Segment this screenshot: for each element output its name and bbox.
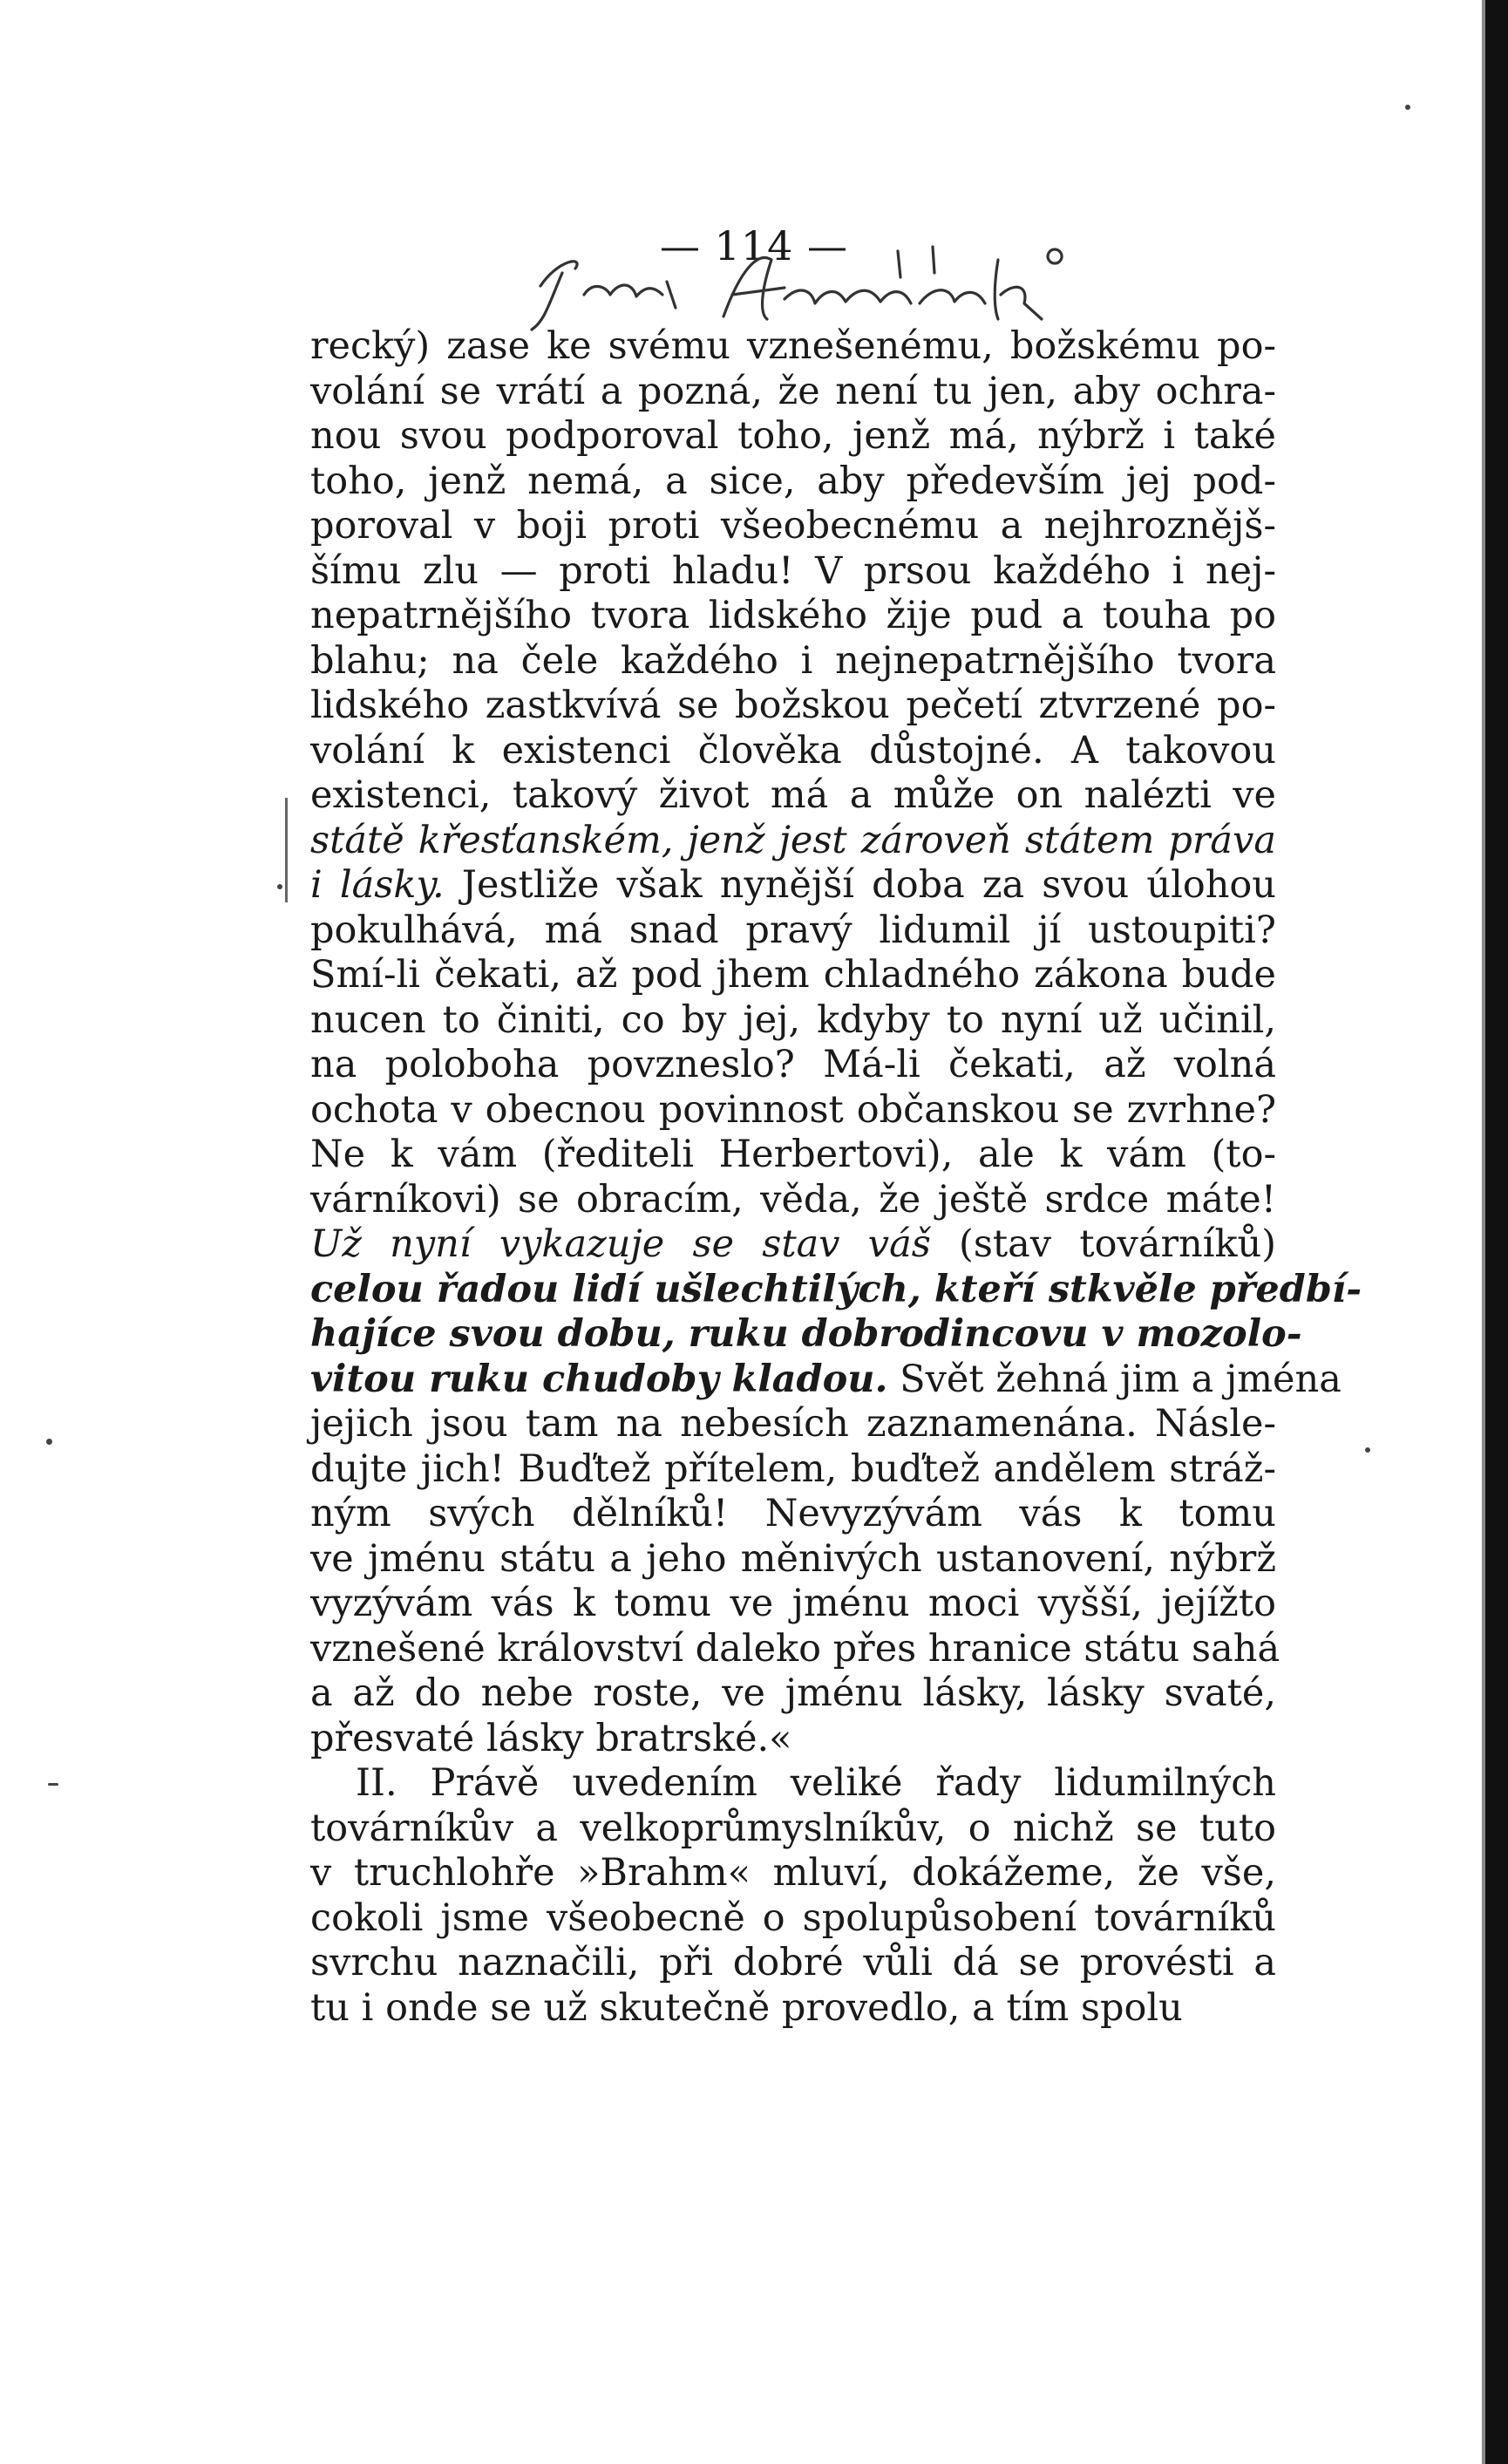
text-segment: Už nyní vykazuje se stav váš bbox=[310, 1222, 931, 1266]
text-segment: recký) zase ke svému vznešenému, božskému po- bbox=[310, 324, 1276, 368]
text-line bbox=[310, 459, 1276, 505]
text-line bbox=[310, 998, 1276, 1044]
text-segment: pokulhává, má snad pravý lidumil jí ustoupiti? bbox=[310, 908, 1276, 952]
text-line bbox=[310, 773, 1276, 819]
text-line bbox=[310, 1671, 1276, 1717]
text-segment: ným svých dělníků! Nevyzývám vás k tomu bbox=[310, 1492, 1276, 1535]
text-line bbox=[310, 1447, 1276, 1493]
text-line bbox=[310, 1761, 1276, 1807]
text-segment: tu i onde se už skutečně provedlo, a tím spolu bbox=[310, 1985, 1183, 2030]
text-line bbox=[310, 1717, 1276, 1762]
margin-dot bbox=[1405, 105, 1410, 110]
text-segment: přesvaté lásky bratrské.« bbox=[310, 1716, 792, 1760]
text-segment: továrníkův a velkoprůmyslníkův, o nichž se tuto bbox=[310, 1806, 1276, 1850]
text-segment: vitou ruku chudoby kladou. bbox=[310, 1357, 888, 1401]
text-line bbox=[310, 863, 1276, 909]
text-segment: existenci, takový život má a může on nalézti ve bbox=[310, 773, 1276, 817]
text-segment: várníkovi) se obracím, věda, že ještě srdce máte! bbox=[310, 1177, 1276, 1222]
text-line bbox=[310, 1807, 1276, 1852]
text-line bbox=[310, 1133, 1276, 1178]
text-segment: (stav továrníků) bbox=[930, 1222, 1276, 1266]
text-segment: Ne k vám (řediteli Herbertovi), ale k vám (to- bbox=[310, 1133, 1276, 1176]
text-segment: jejich jsou tam na nebesích zaznamenána. Násle- bbox=[310, 1402, 1276, 1446]
text-line bbox=[310, 1402, 1276, 1447]
text-line bbox=[310, 324, 1276, 370]
text-segment: lidského zastkvívá se božskou pečetí ztvrzené po- bbox=[310, 684, 1276, 727]
text-line bbox=[310, 1851, 1276, 1896]
text-segment: šímu zlu — proti hladu! V prsou každého i nej- bbox=[310, 548, 1276, 593]
margin-dot bbox=[277, 884, 282, 889]
text-segment: vznešené království daleko přes hranice státu sahá bbox=[310, 1626, 1280, 1671]
text-line bbox=[310, 1088, 1276, 1133]
text-segment: vyzývám vás k tomu ve jménu moci vyšší, jejížto bbox=[310, 1582, 1276, 1625]
handwritten-note bbox=[523, 234, 1116, 338]
text-line bbox=[310, 1178, 1276, 1223]
text-line bbox=[310, 1222, 1276, 1268]
text-segment: a až do nebe roste, ve jménu lásky, lásky svaté, bbox=[310, 1671, 1276, 1715]
margin-pencil-mark bbox=[285, 798, 296, 902]
text-segment: toho, jenž nemá, a sice, aby především jej pod- bbox=[310, 459, 1276, 503]
text-segment: ve jménu státu a jeho měnivých ustanovení, nýbrž bbox=[310, 1536, 1276, 1581]
text-segment: hajíce svou dobu, ruku dobrodincovu v mozolo- bbox=[310, 1312, 1302, 1356]
text-line bbox=[310, 414, 1276, 459]
text-segment: volání se vrátí a pozná, že není tu jen, aby ochra- bbox=[310, 369, 1276, 413]
text-segment: dujte jich! Buďtež přítelem, buďtež andělem stráž- bbox=[310, 1446, 1276, 1491]
text-line bbox=[310, 1941, 1276, 1986]
text-segment: nepatrnějšího tvora lidského žije pud a touha po bbox=[310, 594, 1276, 637]
text-line bbox=[310, 504, 1276, 549]
text-line bbox=[310, 549, 1276, 595]
text-line bbox=[310, 1312, 1302, 1358]
text-segment: státě křesťanském, jenž jest zároveň státem práva bbox=[310, 818, 1276, 862]
scan-border bbox=[1485, 0, 1508, 2464]
text-line bbox=[310, 1357, 1342, 1403]
text-line bbox=[310, 1986, 1276, 2032]
text-segment: cokoli jsme všeobecně o spolupůsobení továrníků bbox=[310, 1896, 1276, 1940]
text-line bbox=[310, 909, 1276, 954]
margin-dot bbox=[1365, 1447, 1370, 1453]
text-segment: blahu; na čele každého i nejnepatrnějšího tvora bbox=[310, 638, 1276, 683]
text-line bbox=[310, 1492, 1276, 1537]
text-segment: volání k existenci člověka důstojné. A takovou bbox=[310, 728, 1276, 773]
text-line bbox=[310, 729, 1276, 774]
text-segment: i lásky. bbox=[310, 863, 445, 907]
text-segment: poroval v boji proti všeobecnému a nejhroznějš- bbox=[310, 504, 1276, 548]
margin-dash bbox=[48, 1783, 58, 1786]
text-segment: svrchu naznačili, při dobré vůli dá se provésti a bbox=[310, 1941, 1276, 1984]
text-segment: nou svou podporoval toho, jenž má, nýbrž i také bbox=[310, 414, 1276, 458]
text-line bbox=[310, 1582, 1276, 1627]
text-line bbox=[310, 639, 1276, 684]
text-line bbox=[310, 594, 1276, 639]
text-segment: v truchlohře »Brahm« mluví, dokážeme, že vše, bbox=[310, 1851, 1276, 1895]
text-line bbox=[310, 1537, 1276, 1583]
body-text bbox=[310, 324, 1362, 2031]
text-segment: II. Právě uvedením veliké řady lidumilných bbox=[356, 1761, 1276, 1805]
text-segment: Svět žehná jim a jména bbox=[887, 1357, 1342, 1401]
text-segment: Smí-li čekati, až pod jhem chladného zákona bude bbox=[310, 953, 1276, 997]
text-segment: nucen to činiti, co by jej, kdyby to nyní už učinil, bbox=[310, 997, 1276, 1042]
text-segment: ochota v obecnou povinnost občanskou se zvrhne? bbox=[310, 1087, 1276, 1132]
text-line bbox=[310, 1626, 1280, 1672]
text-line bbox=[310, 819, 1276, 864]
text-line bbox=[310, 1896, 1276, 1942]
text-line bbox=[310, 1267, 1362, 1313]
text-segment: Jestliže však nynější doba za svou úlohou bbox=[444, 863, 1276, 907]
text-line bbox=[310, 684, 1276, 729]
text-segment: na poloboha povzneslo? Má-li čekati, až volná bbox=[310, 1043, 1276, 1086]
text-line bbox=[310, 1043, 1276, 1088]
text-line bbox=[310, 953, 1276, 998]
margin-dot bbox=[46, 1439, 52, 1445]
text-segment: celou řadou lidí ušlechtilých, kteří stkvěle předbí- bbox=[310, 1267, 1362, 1311]
page-number: — 114 — bbox=[659, 222, 849, 269]
text-line bbox=[310, 370, 1276, 415]
